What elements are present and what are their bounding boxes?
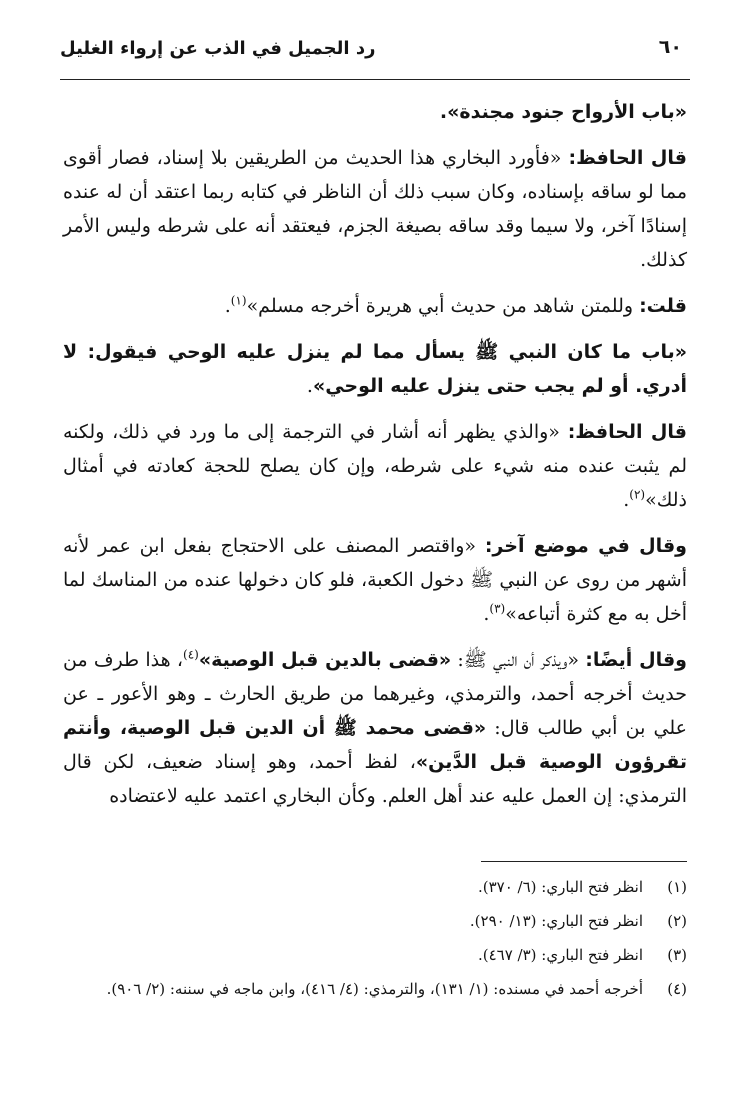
footnote-text: انظر فتح الباري: (١٣/ ٢٩٠). [469, 912, 643, 930]
chapter-title: «باب الأرواح جنود مجندة». [439, 101, 687, 123]
footnote [63, 874, 687, 900]
hadith-quote: «قضى محمد ﷺ أن الدين قبل الوصية، وأنتم تقرؤون الوصية قبل الدَّين» [63, 717, 688, 773]
paragraph-text: «واقتصر المصنف على الاحتجاج بفعل ابن عمر لأنه أشهر من روى عن النبي ﷺ دخول الكعبة، فلو كان دخولها عنده من المناسك لما أخل به مع كثرة أتباعه» [63, 535, 687, 625]
chapter-heading-2 [63, 335, 687, 403]
paragraph-lead: وقال أيضًا: [585, 649, 687, 671]
header-rule [60, 79, 690, 80]
footnote-number: (٣) [667, 946, 687, 964]
footnote-ref[interactable]: (٤) [183, 647, 199, 662]
chapter-title: «باب ما كان النبي ﷺ يسأل مما لم ينزل عليه الوحي فيقول: لا أدري. أو لم يجب حتى ينزل عليه الوحي» [63, 341, 687, 397]
paragraph-5 [63, 643, 687, 813]
footnotes [63, 874, 687, 1010]
running-title: رد الجميل في الذب عن إرواء الغليل [60, 38, 376, 59]
paragraph-text: ، لفظ أحمد، وهو إسناد ضعيف، لكن قال الترمذي: إن العمل عليه عند أهل العلم. وكأن البخاري اعتمد عليه لاعتضاده [63, 751, 687, 807]
footnote-ref[interactable]: (٣) [489, 601, 506, 616]
paragraph-end: . [224, 295, 231, 317]
footnote-text: أخرجه أحمد في مسنده: (١/ ١٣١)، والترمذي: (٤/ ٤١٦)، وابن ماجه في سننه: (٢/ ٩٠٦). [106, 980, 643, 998]
paragraph-1 [63, 141, 687, 277]
paragraph-end: . [623, 489, 630, 511]
paragraph-text: «فأورد البخاري هذا الحديث من الطريقين بلا إسناد، فصار أقوى مما لو ساقه بإسناده، وكان سبب ذلك أن الناظر في كتابه ربما اعتقد أن له عنده إسنادًا آخر، ولا سيما وقد ساقه بصيغة الجزم، فيعتقد أنه على شرطه وليس الأمر كذلك. [63, 147, 687, 271]
footnote-number: (٤) [667, 980, 687, 998]
paragraph-lead: قلت: [639, 295, 687, 317]
footnote-text: انظر فتح الباري: (٦/ ٣٧٠). [477, 878, 643, 896]
chapter-trail: . [306, 375, 313, 397]
paragraph-end: . [483, 603, 490, 625]
page-number: ٦٠ [658, 36, 682, 58]
paragraph-4 [63, 529, 687, 631]
footnote-text: انظر فتح الباري: (٣/ ٤٦٧). [477, 946, 643, 964]
footnote-number: (١) [667, 878, 687, 896]
page-header [60, 34, 690, 70]
paragraph-lead: قال الحافظ: [568, 147, 687, 169]
paragraph-text: «والذي يظهر أنه أشار في الترجمة إلى ما ورد في ذلك، ولكنه لم يثبت عنده منه شيء على شرطه، وإن كان يصلح للحجة كعادته في أمثال ذلك» [63, 421, 687, 511]
footnote-separator [481, 861, 687, 862]
paragraph-text: ، هذا طرف من حديث أخرجه أحمد، والترمذي، وغيرهما من طريق الحارث ـ وهو الأعور ـ عن علي بن أبي طالب قال: [63, 649, 687, 739]
paragraph-lead: قال الحافظ: [567, 421, 687, 443]
chapter-heading-1 [63, 95, 687, 129]
footnote-ref[interactable]: (٢) [629, 487, 646, 502]
paragraph-3 [63, 415, 687, 517]
paragraph-lead: وقال في موضع آخر: [484, 535, 687, 557]
footnote-ref[interactable]: (١) [230, 293, 247, 308]
footnote-number: (٢) [667, 912, 687, 930]
paragraph-2 [63, 289, 687, 323]
hadith-quote: «قضى بالدين قبل الوصية» [198, 649, 452, 671]
paragraph-text: وللمتن شاهد من حديث أبي هريرة أخرجه مسلم» [246, 295, 640, 317]
footnote [63, 908, 687, 934]
footnote [63, 976, 687, 1002]
footnote [63, 942, 687, 968]
paragraph-text: «ويذكر أن النبي ﷺ: [451, 649, 586, 671]
main-text [63, 95, 687, 825]
